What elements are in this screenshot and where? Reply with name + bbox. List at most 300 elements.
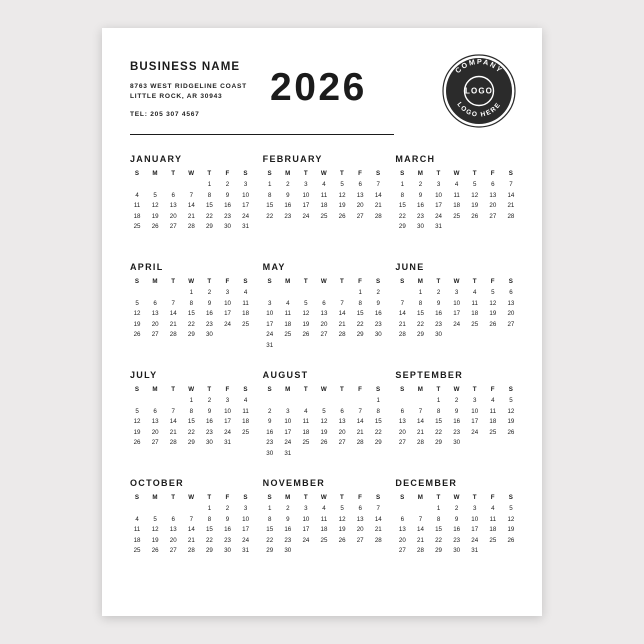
day-cell: 10	[302, 515, 310, 523]
day-cell: 18	[320, 202, 328, 209]
day-cell: 29	[435, 547, 442, 554]
weekday-initial: T	[472, 278, 477, 285]
day-cell: 26	[338, 212, 346, 220]
weekday-header	[393, 170, 520, 177]
day-cell: 24	[266, 331, 274, 338]
day-cell: 16	[374, 310, 382, 317]
day-cell: 28	[356, 439, 364, 446]
weekday-initial: S	[243, 386, 248, 393]
day-cell: 1	[267, 505, 272, 512]
day-cell: 9	[225, 515, 230, 523]
weekday-initial: T	[472, 494, 477, 501]
weekday-initial: F	[490, 494, 495, 501]
day-cell: 30	[266, 449, 274, 457]
day-cell: 3	[225, 289, 230, 296]
month-block	[393, 370, 520, 478]
day-cell: 26	[489, 320, 497, 328]
weekday-initial: M	[152, 170, 158, 177]
day-cell: 23	[284, 536, 292, 544]
weekday-initial: W	[188, 278, 195, 285]
day-cell: 26	[507, 428, 515, 436]
day-cell: 21	[169, 320, 177, 328]
day-cell: 13	[151, 418, 159, 425]
months-grid	[128, 154, 520, 586]
day-cell: 21	[356, 428, 364, 436]
day-cell-empty	[297, 396, 315, 407]
day-cell: 27	[489, 212, 497, 220]
day-cell: 4	[286, 299, 290, 307]
day-cell: 8	[436, 515, 441, 523]
day-cell: 21	[374, 202, 382, 209]
day-cell: 7	[340, 299, 344, 307]
day-cell: 30	[374, 331, 382, 338]
day-cell: 9	[418, 191, 423, 199]
day-cell: 3	[286, 407, 290, 415]
weekday-initial: W	[188, 494, 195, 501]
business-address	[130, 82, 280, 102]
day-cell: 4	[322, 505, 326, 512]
day-cell: 9	[267, 418, 272, 425]
day-cell: 19	[302, 320, 310, 328]
day-cell: 8	[418, 299, 423, 307]
day-cell: 17	[471, 418, 479, 425]
day-cell: 19	[338, 526, 346, 533]
day-cell: 4	[491, 397, 495, 404]
day-cell: 11	[489, 515, 497, 523]
weekday-initial: F	[225, 494, 230, 501]
svg-text:COMPANY: COMPANY	[453, 56, 505, 76]
company-logo-icon	[442, 54, 516, 128]
day-cell: 12	[338, 191, 346, 199]
day-cell: 2	[267, 407, 272, 415]
day-cell: 13	[151, 310, 159, 317]
day-cell: 22	[205, 212, 213, 220]
day-cell-empty	[164, 396, 182, 407]
day-cell: 2	[225, 181, 230, 188]
day-cell: 27	[169, 547, 177, 554]
day-cell: 16	[435, 310, 442, 317]
day-cell: 27	[169, 223, 177, 230]
day-cell-empty	[333, 288, 351, 299]
weekday-header	[261, 170, 388, 177]
day-cell: 31	[284, 449, 292, 457]
weekday-initial: S	[376, 170, 381, 177]
day-cell: 14	[398, 310, 406, 317]
day-cell: 2	[454, 505, 459, 512]
day-cell: 30	[224, 547, 231, 554]
day-cell: 25	[489, 428, 497, 436]
day-cell: 12	[338, 515, 346, 523]
day-cell: 4	[491, 505, 495, 512]
day-cell: 20	[338, 428, 346, 436]
weekday-initial: S	[243, 494, 248, 501]
weekday-initial: S	[134, 386, 140, 393]
day-cell: 29	[356, 331, 364, 338]
day-cell-empty	[146, 288, 164, 299]
day-cell: 25	[471, 320, 479, 328]
day-cell: 16	[284, 202, 292, 209]
day-cell: 8	[436, 407, 441, 415]
day-cell: 5	[491, 289, 495, 296]
day-cell: 6	[509, 289, 513, 296]
day-cell: 29	[374, 439, 382, 446]
day-cell: 14	[374, 515, 382, 523]
day-cell: 2	[207, 397, 212, 404]
month-name: NOVEMBER	[262, 478, 326, 488]
day-cell: 3	[243, 505, 248, 512]
day-grid	[128, 288, 255, 341]
day-cell: 20	[507, 310, 515, 317]
day-cell: 13	[320, 310, 328, 317]
weekday-initial: T	[436, 278, 441, 285]
day-cell: 22	[417, 320, 424, 328]
day-cell: 31	[435, 223, 442, 230]
weekday-initial: W	[453, 278, 460, 285]
day-cell: 6	[171, 191, 175, 199]
month-block	[128, 370, 255, 478]
day-cell: 17	[242, 202, 250, 209]
day-cell: 31	[242, 223, 250, 230]
day-cell: 14	[417, 526, 424, 533]
day-cell: 21	[507, 202, 515, 209]
day-cell: 22	[205, 536, 213, 544]
day-cell: 31	[266, 341, 274, 349]
weekday-initial: S	[400, 494, 405, 501]
day-cell: 3	[304, 181, 308, 188]
day-cell: 22	[435, 428, 442, 436]
day-cell: 30	[284, 547, 292, 554]
weekday-header	[128, 494, 255, 501]
day-cell-empty	[261, 396, 279, 407]
day-cell-empty	[164, 504, 182, 515]
day-cell: 17	[302, 526, 310, 533]
day-cell: 10	[471, 515, 479, 523]
day-cell: 3	[454, 289, 459, 296]
day-cell: 29	[205, 547, 213, 554]
day-cell: 18	[133, 536, 141, 544]
day-cell: 28	[187, 223, 195, 230]
svg-text:LOGO HERE: LOGO HERE	[455, 101, 503, 119]
day-cell: 5	[322, 407, 326, 415]
day-cell: 17	[453, 310, 461, 317]
day-cell: 11	[133, 202, 141, 209]
day-cell: 24	[284, 439, 292, 446]
day-cell: 9	[436, 299, 441, 307]
day-cell: 7	[189, 515, 194, 523]
day-cell: 30	[435, 331, 442, 338]
day-cell: 14	[169, 310, 177, 317]
day-cell: 25	[133, 223, 141, 230]
day-cell: 23	[453, 428, 461, 436]
weekday-initial: W	[320, 278, 328, 285]
day-cell: 7	[509, 181, 513, 188]
day-cell: 9	[454, 515, 459, 523]
day-cell: 28	[169, 439, 177, 446]
day-cell: 15	[356, 310, 364, 317]
day-cell: 14	[417, 418, 424, 425]
day-cell: 3	[304, 505, 308, 512]
weekday-initial: S	[267, 278, 272, 285]
weekday-initial: T	[303, 494, 308, 501]
day-cell: 6	[400, 515, 405, 523]
day-cell: 13	[507, 299, 515, 307]
day-cell: 9	[286, 515, 290, 523]
day-cell: 24	[302, 536, 310, 544]
day-cell: 19	[151, 212, 159, 220]
weekday-initial: T	[436, 170, 441, 177]
day-cell: 13	[356, 515, 364, 523]
weekday-initial: M	[417, 278, 424, 285]
day-cell: 26	[471, 212, 479, 220]
day-cell: 11	[284, 310, 292, 317]
day-cell: 16	[224, 202, 231, 209]
day-cell-empty	[261, 288, 279, 299]
day-cell: 4	[135, 191, 139, 199]
day-cell: 14	[356, 418, 364, 425]
day-cell: 8	[376, 407, 380, 415]
day-cell: 6	[153, 407, 157, 415]
weekday-initial: S	[400, 278, 405, 285]
day-cell: 11	[242, 299, 249, 307]
day-cell-empty	[182, 504, 200, 515]
calendar-year: 2026	[270, 66, 367, 109]
day-cell: 21	[374, 526, 382, 533]
weekday-initial: W	[188, 386, 195, 393]
business-name: BUSINESS NAME	[130, 61, 241, 73]
day-cell: 6	[153, 299, 157, 307]
day-cell-empty	[279, 396, 297, 407]
day-cell: 23	[284, 212, 292, 220]
day-cell: 8	[358, 299, 362, 307]
day-cell: 24	[242, 212, 250, 220]
company-logo	[442, 54, 516, 128]
day-cell-empty	[393, 504, 411, 515]
month-block	[393, 154, 520, 262]
month-name: SEPTEMBER	[395, 370, 464, 380]
day-cell: 26	[133, 439, 141, 446]
day-cell: 25	[489, 536, 497, 544]
day-cell: 3	[473, 505, 477, 512]
day-cell: 18	[242, 310, 250, 317]
day-cell: 20	[489, 202, 497, 209]
day-cell: 24	[224, 320, 231, 328]
day-cell-empty	[411, 396, 429, 407]
day-cell: 13	[398, 526, 406, 533]
weekday-initial: W	[453, 386, 460, 393]
day-cell-empty	[128, 396, 146, 407]
weekday-initial: M	[285, 386, 291, 393]
day-cell: 29	[435, 439, 442, 446]
day-cell: 25	[133, 547, 141, 554]
day-cell-empty	[128, 504, 146, 515]
day-cell: 28	[338, 331, 346, 338]
day-cell: 24	[242, 536, 250, 544]
day-cell: 27	[507, 320, 515, 328]
weekday-initial: T	[340, 170, 345, 177]
day-cell: 6	[358, 505, 362, 512]
day-cell: 12	[302, 310, 310, 317]
day-grid	[261, 504, 388, 557]
weekday-header	[393, 494, 520, 501]
day-cell: 12	[507, 515, 515, 523]
weekday-initial: F	[490, 386, 495, 393]
day-cell: 12	[320, 418, 328, 425]
month-block	[261, 154, 388, 262]
day-grid	[261, 288, 388, 351]
weekday-initial: S	[376, 386, 381, 393]
day-cell: 27	[398, 547, 406, 554]
day-cell: 2	[376, 289, 380, 296]
day-cell: 14	[169, 418, 177, 425]
day-cell: 27	[338, 439, 346, 446]
month-name: DECEMBER	[395, 478, 458, 488]
weekday-initial: S	[243, 170, 248, 177]
day-cell: 7	[418, 407, 423, 415]
weekday-initial: S	[508, 278, 514, 285]
day-cell: 22	[398, 212, 406, 220]
day-cell: 5	[340, 505, 344, 512]
day-cell: 4	[135, 515, 139, 523]
weekday-initial: T	[472, 170, 477, 177]
day-cell: 19	[489, 310, 497, 317]
day-cell: 26	[338, 536, 346, 544]
day-cell: 21	[398, 320, 406, 328]
day-cell: 20	[169, 536, 177, 544]
day-cell: 11	[133, 526, 141, 533]
day-cell: 2	[436, 289, 441, 296]
day-cell: 18	[320, 526, 328, 533]
day-cell: 25	[284, 331, 292, 338]
day-cell: 8	[267, 191, 272, 199]
day-cell: 18	[453, 202, 461, 209]
weekday-initial: S	[243, 278, 248, 285]
day-cell-empty	[333, 396, 351, 407]
day-cell: 8	[189, 299, 194, 307]
weekday-header	[128, 278, 255, 285]
day-cell: 15	[266, 202, 274, 209]
month-block	[261, 370, 388, 478]
day-cell: 23	[205, 320, 213, 328]
day-cell: 5	[340, 181, 344, 188]
day-cell: 6	[400, 407, 405, 415]
day-cell: 8	[189, 407, 194, 415]
day-cell: 31	[242, 547, 250, 554]
day-cell: 1	[436, 505, 441, 512]
day-cell: 6	[322, 299, 326, 307]
day-cell: 24	[471, 428, 479, 436]
day-cell: 25	[302, 439, 310, 446]
weekday-initial: S	[508, 494, 514, 501]
weekday-initial: T	[340, 494, 345, 501]
day-cell: 29	[187, 331, 195, 338]
day-cell: 9	[454, 407, 459, 415]
day-cell: 24	[471, 536, 479, 544]
day-cell: 18	[302, 428, 310, 436]
day-grid	[261, 396, 388, 459]
day-cell: 1	[400, 181, 405, 188]
day-cell-empty	[146, 180, 164, 191]
weekday-initial: T	[207, 494, 212, 501]
day-cell: 20	[398, 536, 406, 544]
day-grid	[128, 396, 255, 449]
day-cell: 2	[225, 505, 230, 512]
day-cell: 28	[417, 439, 424, 446]
day-cell: 6	[491, 181, 495, 188]
day-cell: 6	[340, 407, 344, 415]
day-cell: 12	[133, 310, 141, 317]
day-cell: 13	[338, 418, 346, 425]
month-block	[128, 154, 255, 262]
weekday-initial: F	[358, 170, 363, 177]
day-cell: 5	[509, 505, 513, 512]
weekday-initial: W	[320, 170, 328, 177]
month-block	[128, 262, 255, 370]
day-cell: 5	[153, 191, 157, 199]
business-address-line2: LITTLE ROCK, AR 30943	[130, 93, 223, 100]
day-cell: 29	[417, 331, 424, 338]
day-cell: 16	[266, 428, 274, 436]
month-block	[261, 262, 388, 370]
weekday-header	[128, 386, 255, 393]
day-cell-empty	[279, 288, 297, 299]
day-grid	[261, 180, 388, 222]
day-cell: 15	[435, 418, 442, 425]
weekday-initial: F	[358, 278, 363, 285]
month-block	[393, 478, 520, 586]
day-cell: 20	[169, 212, 177, 220]
month-block	[128, 478, 255, 586]
day-cell: 30	[205, 439, 213, 446]
day-cell: 23	[453, 536, 461, 544]
day-cell: 5	[135, 407, 139, 415]
day-cell: 7	[171, 299, 175, 307]
day-cell: 8	[207, 191, 212, 199]
day-grid	[393, 288, 520, 341]
weekday-initial: F	[490, 278, 495, 285]
day-cell: 10	[284, 418, 292, 425]
day-cell: 2	[454, 397, 459, 404]
day-cell: 22	[435, 536, 442, 544]
day-cell: 20	[151, 428, 159, 436]
day-cell: 15	[266, 526, 274, 533]
month-name: MAY	[262, 262, 286, 272]
day-cell: 6	[358, 181, 362, 188]
weekday-initial: T	[340, 278, 345, 285]
day-cell: 1	[207, 181, 212, 188]
day-cell: 27	[320, 331, 328, 338]
day-cell: 30	[453, 547, 461, 554]
day-cell: 4	[454, 181, 459, 188]
month-block	[261, 478, 388, 586]
day-cell-empty	[146, 396, 164, 407]
day-cell: 8	[400, 191, 405, 199]
business-phone: TEL: 205 307 4567	[130, 111, 200, 118]
day-cell: 7	[358, 407, 362, 415]
weekday-header	[393, 386, 520, 393]
day-cell-empty	[164, 180, 182, 191]
weekday-initial: M	[417, 494, 424, 501]
day-cell: 5	[509, 397, 513, 404]
day-cell: 21	[169, 428, 177, 436]
day-cell: 16	[417, 202, 424, 209]
day-cell: 1	[358, 289, 362, 296]
day-cell: 4	[304, 407, 308, 415]
day-cell: 9	[207, 299, 212, 307]
weekday-initial: M	[285, 170, 291, 177]
day-cell: 19	[471, 202, 479, 209]
day-cell-empty	[351, 396, 369, 407]
weekday-initial: T	[171, 170, 176, 177]
